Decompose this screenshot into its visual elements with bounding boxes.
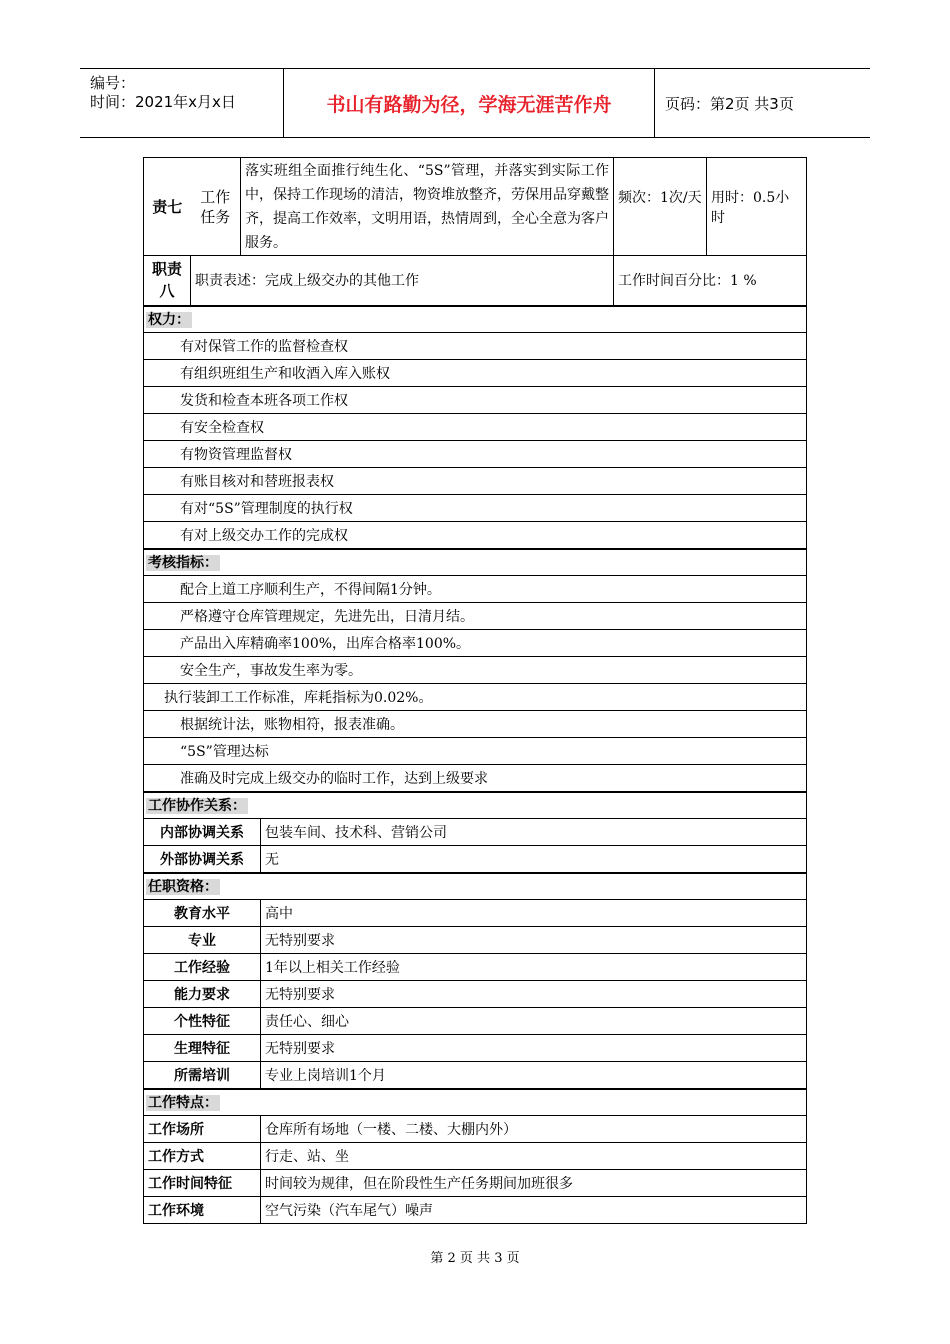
power-item: 发货和检查本班各项工作权 — [144, 387, 807, 414]
kpi-item: 准确及时完成上级交办的临时工作，达到上级要求 — [144, 765, 807, 792]
list-item — [144, 468, 807, 495]
qual-label: 教育水平 — [144, 900, 261, 927]
qual-value: 无特别要求 — [261, 927, 807, 954]
duty7-row — [144, 158, 807, 256]
qual-label: 生理特征 — [144, 1035, 261, 1062]
duty8-label: 职责八 — [144, 256, 191, 306]
kpi-item: 严格遵守仓库管理规定，先进先出，日清月结。 — [144, 603, 807, 630]
list-item — [144, 495, 807, 522]
qual-value: 责任心、细心 — [261, 1008, 807, 1035]
table-row — [144, 954, 807, 981]
feature-label: 工作环境 — [144, 1197, 261, 1224]
feature-value: 时间较为规律，但在阶段性生产任务期间加班很多 — [261, 1170, 807, 1197]
list-item — [144, 360, 807, 387]
list-item — [144, 657, 807, 684]
list-item — [144, 414, 807, 441]
features-section-header — [144, 1089, 807, 1116]
duty7-frequency: 频次：1次/天 — [614, 158, 707, 256]
duty7-label: 责七 — [144, 158, 191, 256]
feature-label: 工作时间特征 — [144, 1170, 261, 1197]
powers-section-header — [144, 306, 807, 333]
qual-value: 无特别要求 — [261, 1035, 807, 1062]
job-description-table — [143, 157, 807, 1224]
feature-label: 工作方式 — [144, 1143, 261, 1170]
header-page-info: 页码：第2页 共3页 — [665, 94, 794, 113]
list-item — [144, 711, 807, 738]
qual-label: 工作经验 — [144, 954, 261, 981]
header-motto: 书山有路勤为径，学海无涯苦作舟 — [284, 69, 655, 137]
duty8-row — [144, 256, 807, 306]
power-item: 有对上级交办工作的完成权 — [144, 522, 807, 549]
qual-value: 专业上岗培训1个月 — [261, 1062, 807, 1089]
table-row — [144, 1008, 807, 1035]
kpi-title: 考核指标： — [148, 555, 218, 572]
kpi-item: 产品出入库精确率100%，出库合格率100%。 — [144, 630, 807, 657]
internal-coop-label: 内部协调关系 — [144, 819, 261, 846]
cooperation-title: 工作协作关系： — [148, 798, 246, 815]
qual-value: 无特别要求 — [261, 981, 807, 1008]
list-item — [144, 765, 807, 792]
qual-value: 高中 — [261, 900, 807, 927]
power-item: 有物资管理监督权 — [144, 441, 807, 468]
table-row — [144, 981, 807, 1008]
external-coop-label: 外部协调关系 — [144, 846, 261, 873]
feature-value: 仓库所有场地（一楼、二楼、大棚内外） — [261, 1116, 807, 1143]
table-row — [144, 846, 807, 873]
time-label: 时间：2021年x月x日 — [90, 93, 236, 111]
qualification-section-header — [144, 873, 807, 900]
qual-label: 能力要求 — [144, 981, 261, 1008]
power-item: 有对保管工作的监督检查权 — [144, 333, 807, 360]
power-item: 有安全检查权 — [144, 414, 807, 441]
internal-coop-value: 包装车间、技术科、营销公司 — [261, 819, 807, 846]
table-row — [144, 1170, 807, 1197]
list-item — [144, 603, 807, 630]
table-row — [144, 1116, 807, 1143]
table-row — [144, 1197, 807, 1224]
table-row — [144, 819, 807, 846]
duty8-desc: 职责表述：完成上级交办的其他工作 — [191, 256, 614, 306]
duty7-task-text: 落实班组全面推行纯生化、“5S”管理，并落实到实际工作中，保持工作现场的清洁，物资堆放整齐，劳保用品穿戴整齐，提高工作效率，文明用语，热情周到，全心全意为客户服务。 — [241, 158, 614, 256]
list-item — [144, 738, 807, 765]
list-item — [144, 684, 807, 711]
feature-value: 空气污染（汽车尾气）噪声 — [261, 1197, 807, 1224]
table-row — [144, 900, 807, 927]
list-item — [144, 522, 807, 549]
kpi-item: “5S”管理达标 — [144, 738, 807, 765]
list-item — [144, 630, 807, 657]
qual-label: 所需培训 — [144, 1062, 261, 1089]
duty7-task-label: 工作任务 — [191, 158, 241, 256]
kpi-item: 执行装卸工工作标准，库耗指标为0.02%。 — [144, 684, 807, 711]
power-item: 有账目核对和替班报表权 — [144, 468, 807, 495]
features-title: 工作特点： — [148, 1095, 218, 1112]
page-header — [80, 68, 870, 138]
table-row — [144, 1062, 807, 1089]
power-item: 有组织班组生产和收酒入库入账权 — [144, 360, 807, 387]
code-label: 编号： — [90, 74, 136, 92]
qual-label: 专业 — [144, 927, 261, 954]
page-footer: 第 2 页 共 3 页 — [430, 1251, 520, 1266]
cooperation-section-header — [144, 792, 807, 819]
list-item — [144, 333, 807, 360]
qualification-title: 任职资格： — [148, 879, 218, 896]
table-row — [144, 927, 807, 954]
header-meta — [80, 69, 284, 137]
feature-label: 工作场所 — [144, 1116, 261, 1143]
kpi-section-header — [144, 549, 807, 576]
feature-value: 行走、站、坐 — [261, 1143, 807, 1170]
qual-value: 1年以上相关工作经验 — [261, 954, 807, 981]
kpi-item: 根据统计法，账物相符，报表准确。 — [144, 711, 807, 738]
table-row — [144, 1143, 807, 1170]
list-item — [144, 441, 807, 468]
power-item: 有对“5S”管理制度的执行权 — [144, 495, 807, 522]
table-row — [144, 1035, 807, 1062]
duty7-duration: 用时：0.5小时 — [707, 158, 807, 256]
external-coop-value: 无 — [261, 846, 807, 873]
kpi-item: 安全生产，事故发生率为零。 — [144, 657, 807, 684]
list-item — [144, 387, 807, 414]
kpi-item: 配合上道工序顺利生产，不得间隔1分钟。 — [144, 576, 807, 603]
list-item — [144, 576, 807, 603]
powers-title: 权力： — [148, 312, 190, 329]
qual-label: 个性特征 — [144, 1008, 261, 1035]
duty8-time-pct: 工作时间百分比：1 % — [614, 256, 807, 306]
